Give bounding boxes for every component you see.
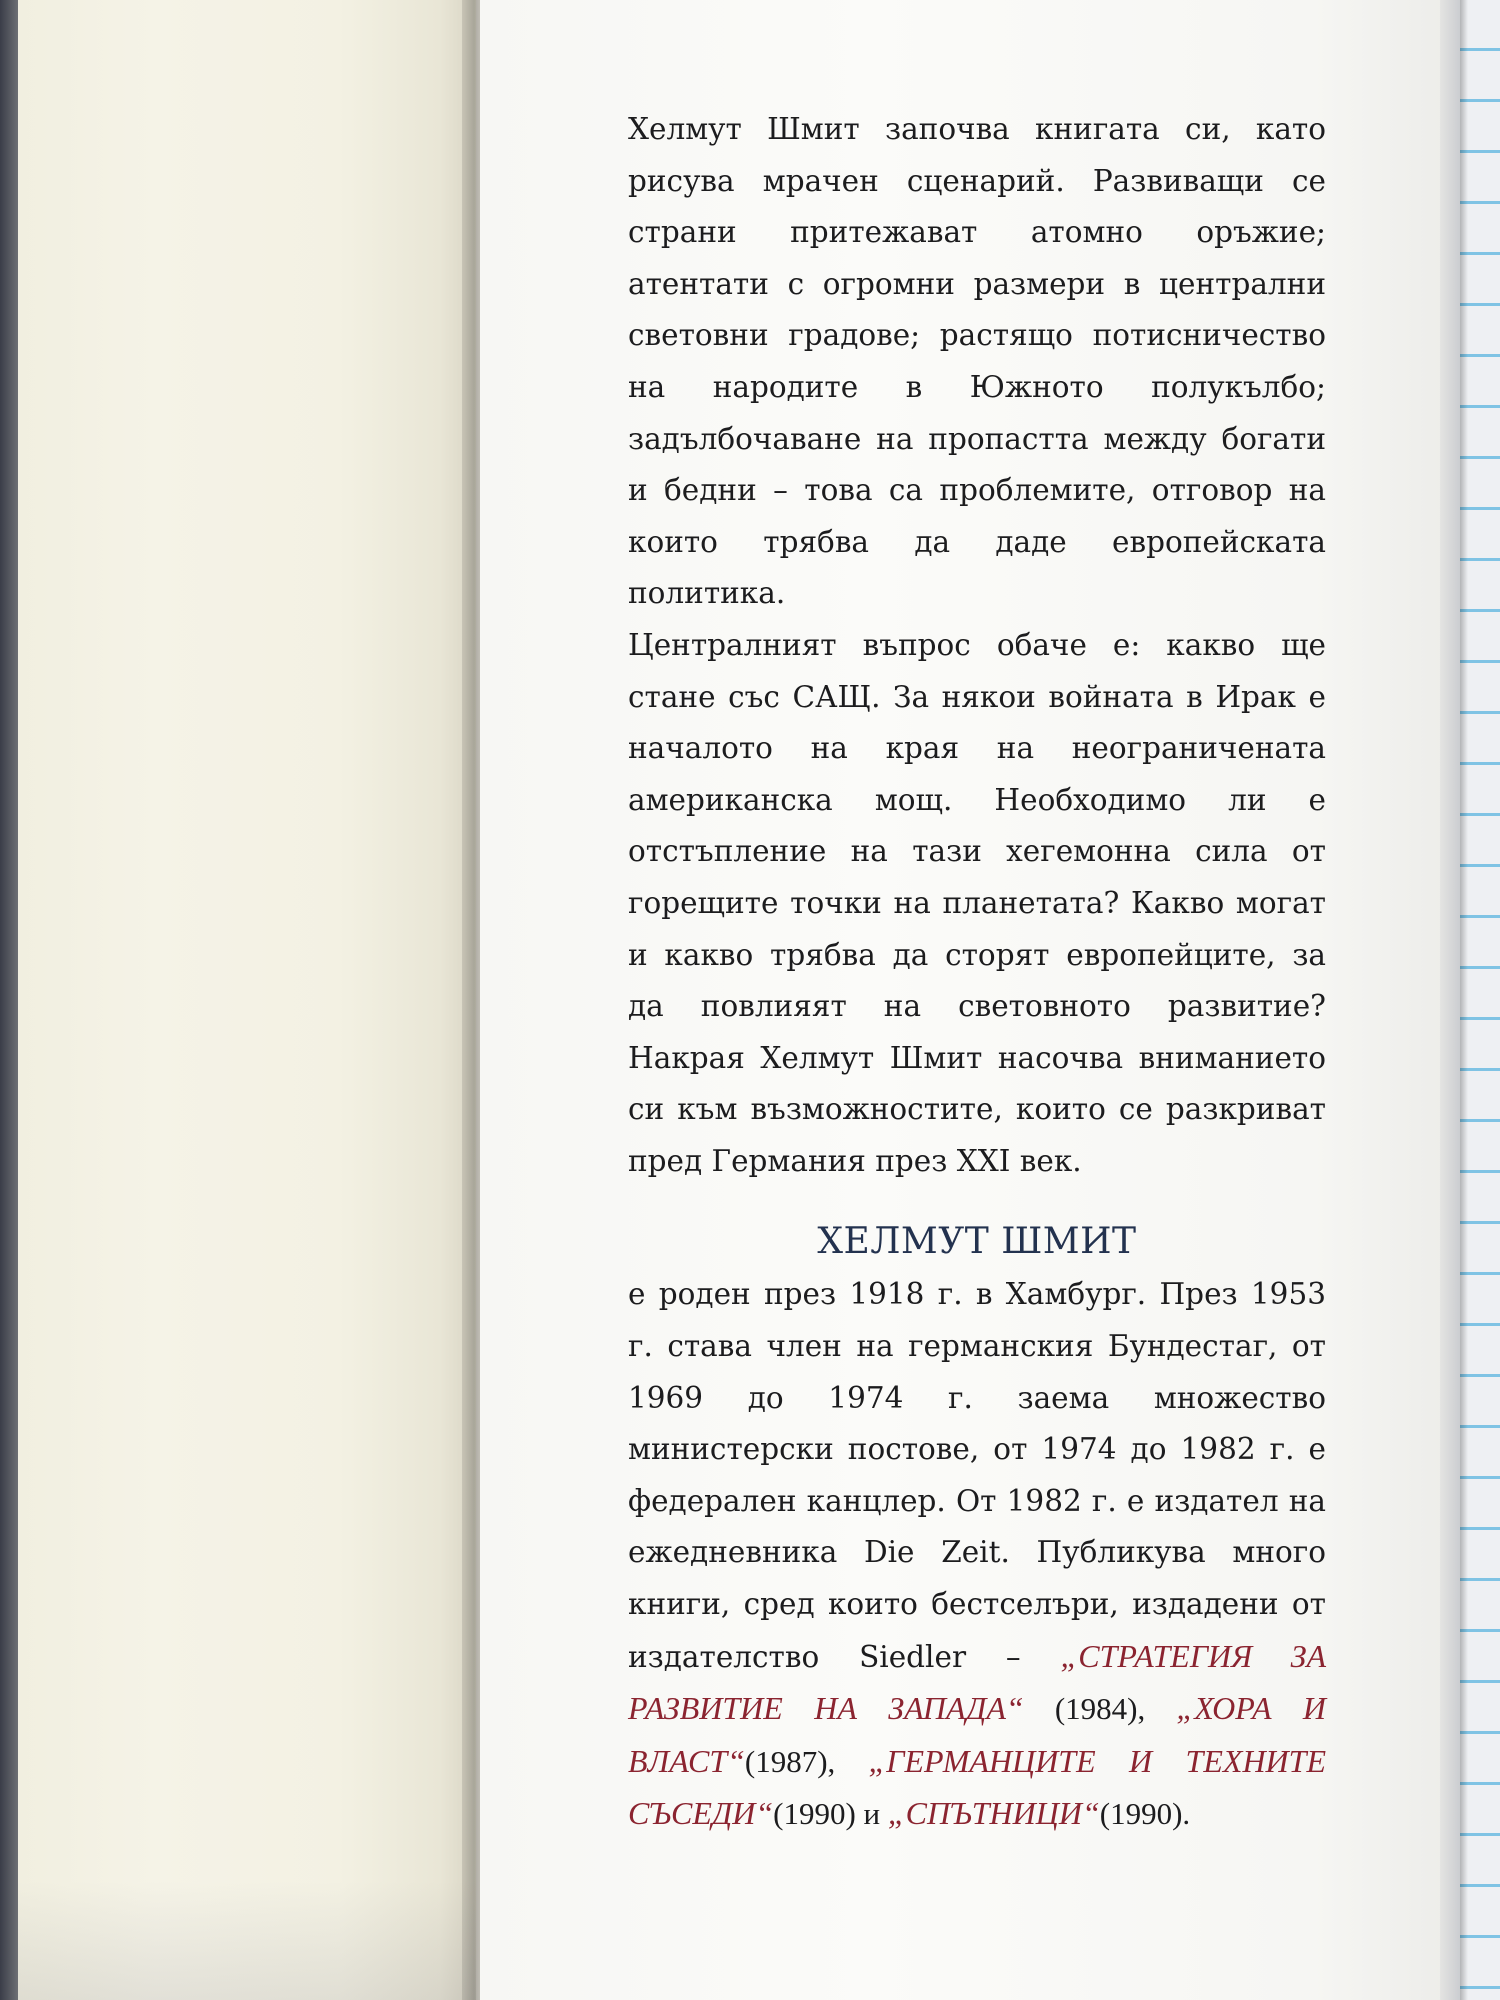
book-year-1: (1984), bbox=[1023, 1691, 1177, 1727]
book-title-2: „ХОРА И ВЛАСТ“ bbox=[628, 1690, 1327, 1779]
description-paragraph-2: Централният въпрос обаче е: какво ще стане със САЩ. За някои войната в Ирак е началото на края на неограничената американска мощ. Необходимо ли е отстъпление на тази хегемонна сила от горещите точки на планетата? Какво могат и какво трябва да сторят европейците, за да повлияят на световното развитие? Накрая Хелмут Шмит насочва вниманието си към възможностите, които се разкриват пред Германия през XXI век. bbox=[628, 627, 1326, 1178]
author-bio bbox=[628, 1269, 1326, 1841]
description-paragraph-1: Хелмут Шмит започва книгата си, като рисува мрачен сценарий. Развиващи се страни притежават атомно оръжие; атентати с огромни размери в централни световни градове; растящо потисничество на народите в Южното полукълбо; задълбочаване на пропастта между богати и бедни – това са проблемите, отговор на които трябва да даде европейската политика. bbox=[628, 112, 1326, 611]
background-edge bbox=[0, 0, 18, 2000]
book-title-1: „СТРАТЕГИЯ ЗА РАЗВИТИЕ НА ЗАПАДА“ bbox=[628, 1637, 1327, 1727]
jacket-flap-edge bbox=[1440, 0, 1462, 2000]
flap-text bbox=[628, 104, 1326, 1841]
book-year-2: (1987), bbox=[744, 1743, 869, 1779]
notebook-shadow bbox=[1460, 0, 1468, 2000]
bio-intro: е роден през 1918 г. в Хамбург. През 1953 г. става член на германския Бундестаг, от 1969 до 1974 г. заема множество министерски постове, от 1974 до 1982 г. е федерален канцлер. От 1982 г. е издател на ежедневника Die Zeit. Публикува много книги, сред които бестселъри, издадени от издателство Siedler – bbox=[628, 1277, 1326, 1674]
book-title-4: „СПЪТНИЦИ“ bbox=[887, 1795, 1100, 1832]
book-year-4: (1990). bbox=[1099, 1796, 1191, 1832]
book-title-3: „ГЕРМАНЦИТЕ И ТЕХНИТЕ СЪСЕДИ“ bbox=[628, 1742, 1327, 1832]
author-heading: ХЕЛМУТ ШМИТ bbox=[817, 1221, 1137, 1263]
endpaper-page bbox=[18, 0, 476, 2000]
book-year-3: (1990) и bbox=[773, 1796, 888, 1832]
endpaper-shadow bbox=[18, 1880, 476, 2000]
